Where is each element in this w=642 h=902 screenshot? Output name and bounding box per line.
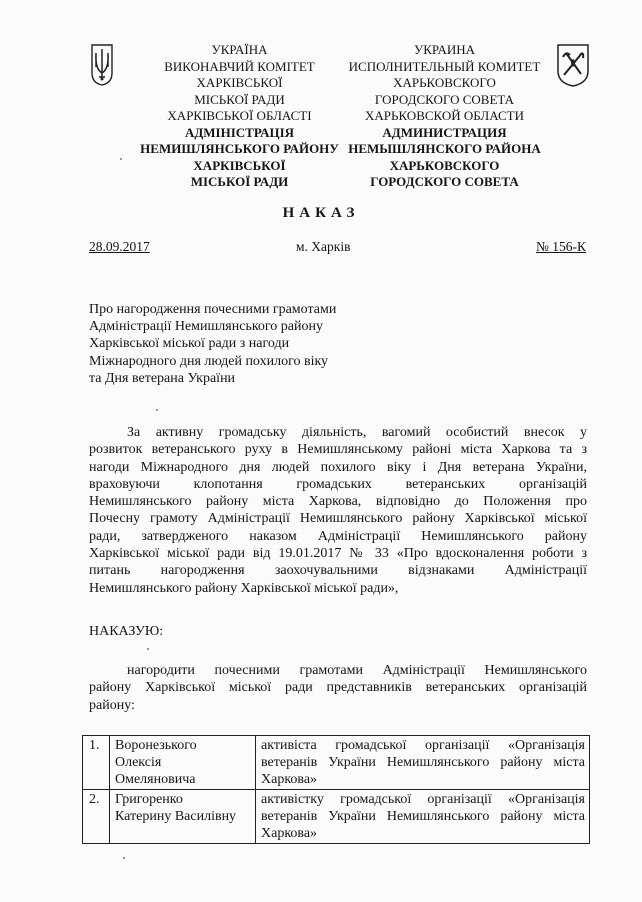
- award-name: [110, 790, 256, 844]
- header-ru-line: ГОРОДСКОГО СОВЕТА: [374, 91, 515, 107]
- award-number: 1.: [83, 736, 110, 790]
- scan-speck: [123, 857, 125, 859]
- header-ru-line: УКРАИНА: [414, 42, 475, 57]
- order-subject: [89, 301, 336, 387]
- body-line: Харківської міської ради від 19.01.2017 № 33 «Про вдосконалення роботи з: [89, 546, 587, 562]
- award-desc-line: Харкова»: [261, 772, 318, 787]
- body-line: Почесну грамоту Адміністрації Немишлянського району Харківської міської: [89, 511, 587, 527]
- body-line: враховуючи клопотання громадських ветеранських організацій: [89, 476, 587, 492]
- header-ua-line: ХАРКІВСЬКОЇ: [196, 75, 283, 90]
- header-ru-bold-line: НЕМЫШЛЯНСКОГО РАЙОНА: [348, 141, 541, 156]
- award-name-line: Олексія: [115, 755, 162, 770]
- city-emblem-icon: [556, 43, 590, 87]
- subject-line: Адміністрації Немишлянського району: [89, 319, 324, 335]
- scan-speck: [156, 409, 158, 411]
- header-ua-line: ХАРКІВСЬКОЇ ОБЛАСТІ: [167, 108, 312, 123]
- header-ru-line: ХАРЬКОВСКОЙ ОБЛАСТИ: [364, 108, 524, 123]
- header-ru-bold-line: ХАРЬКОВСКОГО: [389, 157, 500, 173]
- order-word: НАКАЗУЮ:: [89, 624, 164, 639]
- awards-table: [82, 735, 590, 844]
- body-line: розвиток ветеранського руху в Немишлянському районі міста Харкова та з: [89, 442, 587, 458]
- award-name-line: Катерину Василівну: [115, 809, 237, 824]
- header-ua-bold-line: НЕМИШЛЯНСЬКОГО РАЙОНУ: [140, 141, 339, 156]
- order-date: 28.09.2017: [89, 239, 150, 254]
- header-ua-line: ВИКОНАВЧИЙ КОМІТЕТ: [164, 58, 315, 74]
- header-ukrainian: [137, 42, 342, 191]
- award-desc-line: активістку громадської організації «Організація: [261, 792, 585, 807]
- scan-speck: [147, 648, 149, 650]
- header-ru-line: ИСПОЛНИТЕЛЬНЫЙ КОМИТЕТ: [348, 58, 541, 74]
- award-description: [256, 790, 590, 844]
- award-desc-line: ветеранів України Немишлянського району міста: [261, 809, 585, 824]
- header-russian: [342, 42, 547, 191]
- preamble-paragraph: [89, 424, 587, 597]
- subject-line: Харківської міської ради з нагоди: [89, 336, 290, 352]
- scan-speck: [120, 158, 122, 160]
- decision-line: району:: [89, 697, 135, 713]
- header-ua-bold-line: ХАРКІВСЬКОЇ: [193, 157, 286, 173]
- body-line: ради, затвердженого наказом Адміністрації Немишлянського району: [89, 528, 587, 544]
- body-line: За активну громадську діяльність, вагомий особистий внесок у: [127, 425, 587, 440]
- subject-line: Міжнародного дня людей похилого віку: [89, 353, 329, 369]
- decision-line: нагородити почесними грамотами Адміністрації Немишлянського: [127, 663, 587, 678]
- order-number: [536, 239, 586, 255]
- body-line: Немишлянського району Харківської міської ради»,: [89, 580, 399, 596]
- header-ua-bold-line: АДМІНІСТРАЦІЯ: [184, 124, 295, 140]
- decision-line: району Харківської міської ради представників ветеранських організацій: [89, 680, 587, 696]
- header-ru-bold-line: ГОРОДСКОГО СОВЕТА: [370, 174, 519, 189]
- award-name-line: Воронезького: [115, 738, 197, 753]
- header-ru-bold-line: АДМИНИСТРАЦИЯ: [382, 124, 507, 140]
- header-ru-line: ХАРЬКОВСКОГО: [393, 75, 496, 90]
- decision-paragraph: [89, 662, 587, 714]
- body-line: питань нагородження заохочувальними відзнаками Адміністрації: [89, 563, 587, 579]
- header-ua-line: МІСЬКОЇ РАДИ: [194, 91, 285, 107]
- header-ua-bold-line: МІСЬКОЇ РАДИ: [190, 174, 289, 189]
- award-desc-line: ветеранів України Немишлянського району міста: [261, 755, 585, 770]
- award-name: [110, 736, 256, 790]
- body-line: Немишлянського району міста Харкова, відповідно до Положення про: [89, 494, 587, 510]
- award-number: 2.: [83, 790, 110, 844]
- order-city: м. Харків: [296, 239, 351, 254]
- award-name-line: Григоренко: [115, 792, 183, 807]
- document-title: НАКАЗ: [282, 205, 360, 221]
- header-ua-line: УКРАЇНА: [211, 42, 268, 57]
- award-name-line: Омеляновича: [115, 772, 196, 787]
- coat-of-arms-icon: [90, 43, 114, 87]
- subject-line: Про нагородження почесними грамотами: [89, 302, 337, 317]
- order-number-text: № 156-К: [535, 239, 586, 254]
- table-row: [83, 790, 590, 844]
- table-row: [83, 736, 590, 790]
- award-desc-line: Харкова»: [261, 826, 318, 841]
- award-description: [256, 736, 590, 790]
- subject-line: та Дня ветерана України: [89, 370, 236, 386]
- body-line: нагоди Міжнародного дня людей похилого віку і Дня ветерана України,: [89, 459, 587, 475]
- award-desc-line: активіста громадської організації «Організація: [261, 738, 585, 753]
